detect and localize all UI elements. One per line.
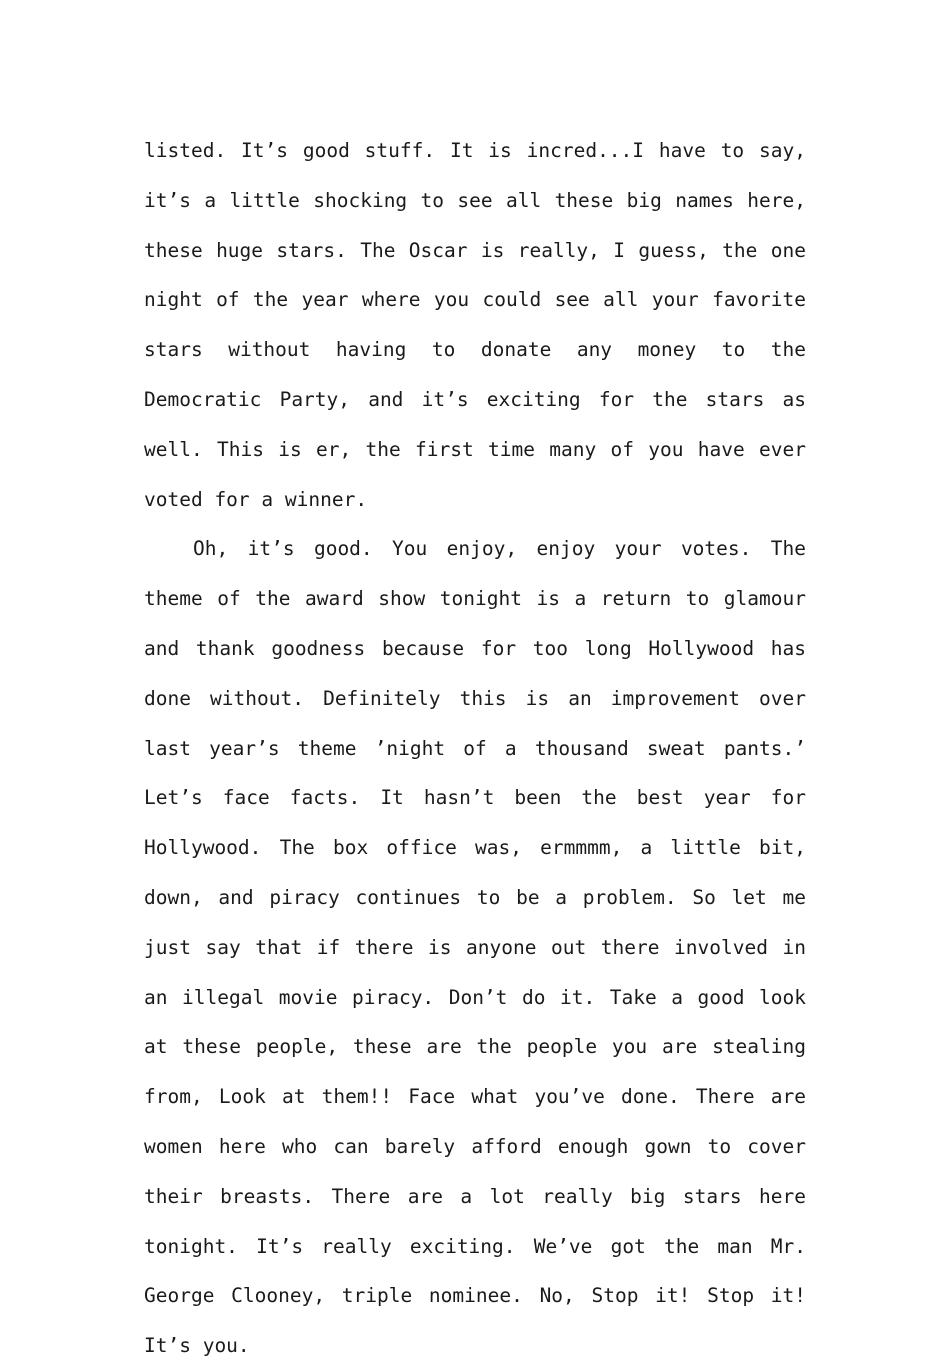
paragraph-1: listed. It’s good stuff. It is incred...I have to say, it’s a little shocking to see all these big names here, these huge stars. The Oscar is really, I guess, the one night of the year where you could see all your favorite stars without having to donate any money to the Democratic Party, and it’s exciting for the stars as well. This is er, the first time many of you have ever voted for a winner. — [144, 139, 806, 511]
paragraph-2: Oh, it’s good. You enjoy, enjoy your votes. The theme of the award show tonight is a return to glamour and thank goodness because for too long Hollywood has done without. Definitely this is an improvement over last year’s theme ’night of a thousand sweat pants.’ Let’s face facts. It hasn’t been the best year for Hollywood. The box office was, ermmmm, a little bit, down, and piracy continues to be a problem. So let me just say that if there is anyone out there involved in an illegal movie piracy. Don’t do it. Take a good look at these people, these are the people you are stealing from, Look at them!! Face what you’ve done. There are women here who can barely afford enough gown to cover their breasts. There are a lot really big stars here tonight. It’s really exciting. We’ve got the man Mr. George Clooney, triple nominee. No, Stop it! Stop it! It’s you. — [144, 537, 806, 1358]
body-text — [144, 126, 806, 1371]
